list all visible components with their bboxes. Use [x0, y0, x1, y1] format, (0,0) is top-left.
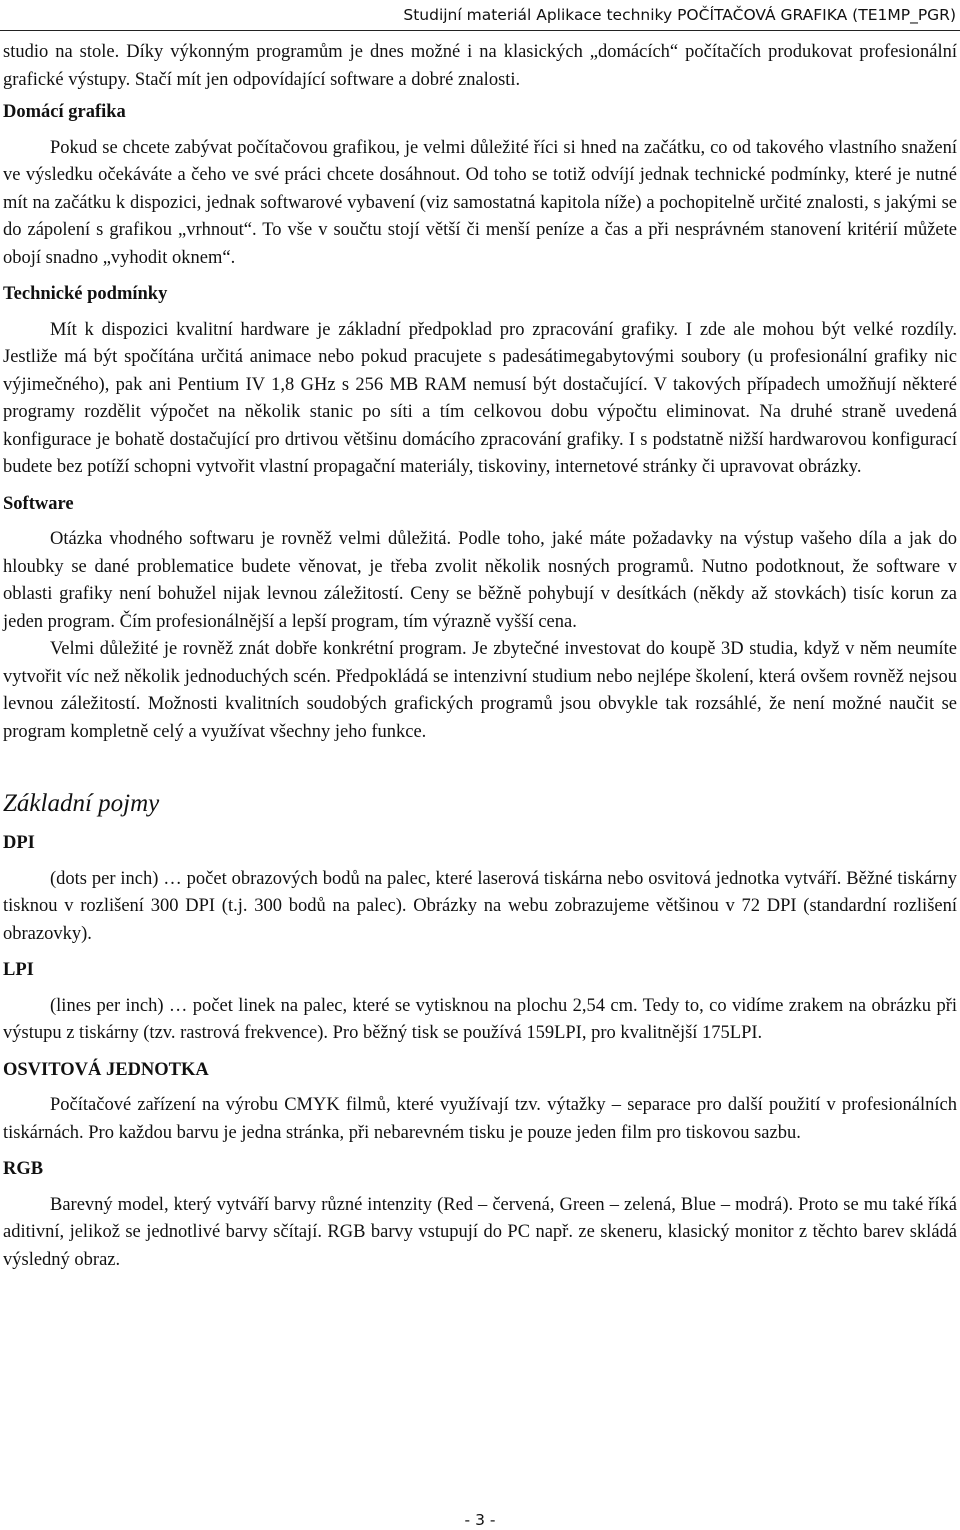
page-body: [3, 39, 957, 1274]
intro-paragraph: studio na stole. Díky výkonným programům je dnes možné i na klasických „domácích“ počítačích produkovat profesionální grafické výstupy. Stačí mít jen odpovídající software a dobré znalosti.: [3, 42, 957, 90]
software-paragraph-2: Velmi důležité je rovněž znát dobře konkrétní program. Je zbytečné investovat do koupě 3D studia, když v něm neumíte vytvořit víc než několik jednoduchých scén. Předpokládá se intenzivní studium nebo nejlépe školení, která ovšem rovněž nejsou levnou záležitostí. Možnosti kvalitních soudobých grafických programů jsou obvykle tak rozsáhlé, že není možné naučit se program kompletně celý a využívat všechny jeho funkce.: [3, 639, 957, 742]
heading-zakladni-pojmy: Základní pojmy: [3, 790, 160, 817]
technicke-podminky-paragraph: Mít k dispozici kvalitní hardware je základní předpoklad pro zpracování grafiky. I zde ale mohou být velké rozdíly. Jestliže má být spočítána určitá animace nebo pokud pracujete s padesátimegabytovými soubory (u profesionální grafiky nic výjimečného), pak ani Pentium IV 1,8 GHz s 256 MB RAM nemusí být dostačující. V takových případech umožňují některé programy rozdělit výpočet na několik stanic po síti a tím celkovou dobu výpočtu eliminovat. Na druhé straně uvedená konfigurace je bohatě dostačující pro drtivou většinu domácího zpracování grafiky. I s podstatně nižší hardwarovou konfigurací budete bez potíží schopni vytvořit vlastní propagační materiály, tiskoviny, internetové stránky či upravovat obrázky.: [3, 319, 957, 477]
domaci-grafika-paragraph: Pokud se chcete zabývat počítačovou grafikou, je velmi důležité říci si hned na začátku, co od takového vlastního snažení ve výsledku očekáváte a čeho ve své práci chcete dosáhnout. Od toho se totiž odvíjí jednak technické podmínky, které je nutné mít na začátku k dispozici, jednak softwarové vybavení (viz samostatná kapitola níže) a pochopitelně určité znalosti, s jakými se do zápolení s grafikou „vrhnout“. To vše v součtu stojí větší či menší peníze a čas a při nesprávném stanovení kritérií můžete obojí snadno „vyhodit oknem“.: [3, 137, 957, 268]
term-rgb-definition: Barevný model, který vytváří barvy různé intenzity (Red – červená, Green – zelená, Blue – modrá). Proto se mu také říká aditivní, jelikož se jednotlivé barvy sčítají. RGB barvy vstupují do PC např. ze skeneru, klasický monitor z těchto barev skládá výsledný obraz.: [3, 1194, 957, 1270]
heading-software: Software: [3, 493, 74, 514]
running-header: Studijní materiál Aplikace techniky POČÍTAČOVÁ GRAFIKA (TE1MP_PGR): [403, 6, 956, 24]
term-osvitova-jednotka: OSVITOVÁ JEDNOTKA: [3, 1059, 209, 1080]
heading-technicke-podminky: Technické podmínky: [3, 284, 168, 304]
term-rgb: RGB: [3, 1159, 44, 1179]
term-dpi-definition: (dots per inch) … počet obrazových bodů na palec, které laserová tiskárna nebo osvitová jednotka vytváří. Běžné tiskárny tisknou v rozlišení 300 DPI (t.j. 300 bodů na palec). Obrázky na webu zobrazujeme většinou v 72 DPI (standardní rozlišení obrazovky).: [3, 868, 957, 944]
term-lpi-definition: (lines per inch) … počet linek na palec, které se vytisknou na plochu 2,54 cm. Tedy to, co vidíme zrakem na obrázku při výstupu z tiskárny (tzv. rastrová frekvence). Pro běžný tisk se používá 159LPI, pro kvalitnější 175LPI.: [3, 995, 957, 1043]
term-osvitova-jednotka-definition: Počítačové zařízení na výrobu CMYK filmů, které využívají tzv. výtažky – separace pro další použití v profesionálních tiskárnách. Pro každou barvu je jedna stránka, při nebarevném tisku je pouze jeden film pro tiskovou sazbu.: [3, 1095, 957, 1143]
term-lpi: LPI: [3, 960, 34, 980]
page-number: - 3 -: [464, 1511, 496, 1529]
heading-domaci-grafika: Domácí grafika: [3, 102, 126, 122]
software-paragraph-1: Otázka vhodného softwaru je rovněž velmi důležitá. Podle toho, jaké máte požadavky na výstup vašeho díla a jak do hloubky se dané problematice budete věnovat, je třeba zvolit několik nosných programů. Nutno podotknout, že software v oblasti grafiky není bohužel nijak levnou záležitostí. Ceny se běžně pohybují v desítkách (někdy až stovkách) tisíc korun za jeden program. Čím profesionálnější a lepší program, tím výrazně vyšší cena.: [3, 529, 957, 632]
header-divider: [0, 30, 960, 31]
term-dpi: DPI: [3, 833, 35, 853]
